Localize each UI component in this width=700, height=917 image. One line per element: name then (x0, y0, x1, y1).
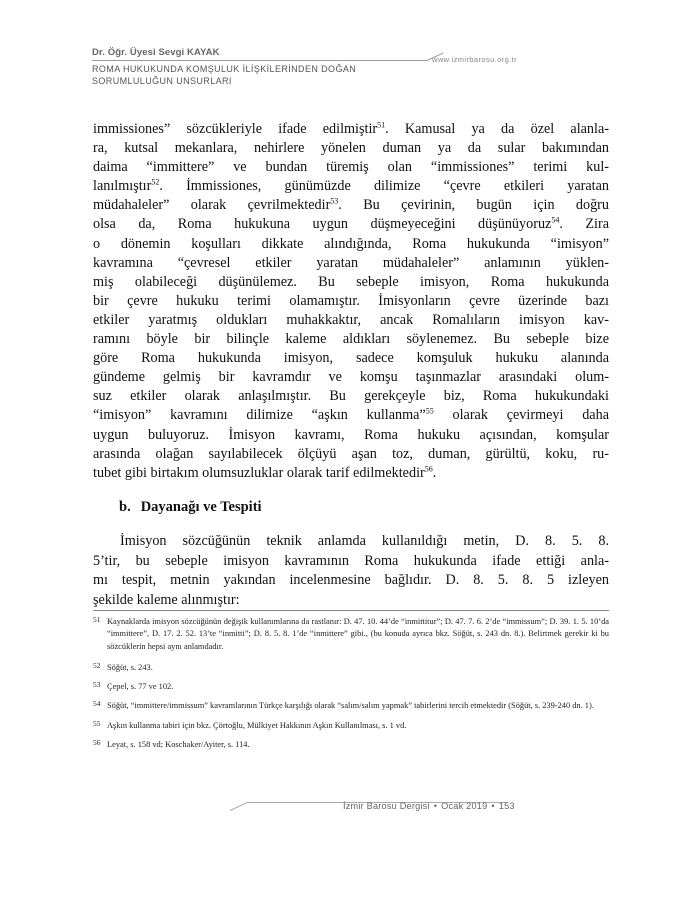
paragraph-line (93, 215, 609, 234)
footer-separator: • (491, 801, 495, 811)
footnote-item (93, 616, 609, 653)
line-text: göre Roma hukukunda imisyon, sadece komşuluk hukuku alanında (93, 350, 609, 367)
paragraph-line (93, 426, 609, 445)
line-text: . (432, 464, 437, 481)
header-website: www.izmirbarosu.org.tr (432, 55, 518, 64)
paragraph-line: İmisyon sözcüğünün teknik anlamda kullanıldığı metin, D. 8. 5. 8. (120, 533, 609, 549)
line-text: etkiler yaratmış oldukları muhakkaktır, ancak Romalıların imisyon kav- (93, 311, 609, 328)
footnote-item (93, 739, 609, 751)
line-text: tubet gibi birtakım olumsuzluklar olarak tarif edilmektedir (93, 464, 425, 481)
footnote-text: Söğüt, s. 243. (107, 662, 153, 672)
page-footer (343, 801, 515, 811)
line-text: . Bu çevirinin, bugün için doğru (338, 197, 609, 214)
footnote-number: 52 (93, 660, 101, 670)
footnote-text: Aşkın kullanma tabiri için bkz. Çörtoğlu, Mülkiyet Hakkının Aşkın Kullanılması, s. 1 vd. (107, 720, 407, 730)
paragraph-line (93, 158, 609, 177)
paragraph-line (93, 445, 609, 464)
footnote-reference[interactable]: 54 (551, 215, 560, 225)
line-text: o dönemin koşulları dikkate alındığında, Roma hukukunda “imisyon” (93, 235, 609, 252)
paragraph-line: 5’tir, bu sebeple imisyon kavramının Roma hukukunda ifade ettiği anla- (93, 552, 609, 569)
paragraph-line (93, 349, 609, 368)
footnote-text: Söğüt, “immittere/immissum” kavramlarının Türkçe karşılığı olarak “salım/salım yapmak” tabirlerini tercih etmektedir (Söğüt, s. 239-240 dn. 1). (107, 701, 594, 711)
line-text: olarak çevirmeyi daha (433, 407, 609, 424)
paragraph-line: mı tespit, metnin yakından incelenmesine bağlıdır. D. 8. 5. 8. 5 izleyen (93, 572, 609, 588)
line-text: gündeme gelmiş bir kavramdır ve komşu taşınmazlar arasındaki olum- (93, 369, 609, 386)
footnote-reference[interactable]: 51 (377, 120, 386, 130)
footnote-number: 55 (93, 718, 101, 728)
line-text: . Zira (559, 216, 609, 233)
footnote-reference[interactable]: 53 (330, 196, 339, 206)
line-text: bir çevre hukuku terimi olamamıştır. İmisyonların çevre üzerinde bazı (93, 292, 609, 309)
paragraph-line (93, 387, 609, 406)
line-text: lanılmıştır (93, 178, 152, 195)
footnote-number: 54 (93, 699, 101, 709)
paragraph-line (93, 235, 609, 254)
footnote-reference[interactable]: 52 (151, 177, 160, 187)
footer-date: Ocak 2019 (441, 801, 488, 811)
paragraph-line (93, 311, 609, 330)
header-title-line-1: ROMA HUKUKUNDA KOMŞULUK İLİŞKİLERİNDEN DOĞAN (92, 64, 357, 74)
line-text: daima “immittere” ve bundan türemiş olan “immissiones” terimi kul- (93, 159, 609, 176)
line-text: “imisyon” kavramını dilimize “aşkın kullanma” (93, 407, 426, 424)
footnote-reference[interactable]: 56 (424, 463, 433, 473)
paragraph-line (93, 292, 609, 311)
line-text: miş olabileceği düşünülemez. Bu sebeple imisyon, Roma hukukunda (93, 273, 609, 290)
page-number: 153 (498, 801, 515, 811)
footnote-text: Leyat, s. 158 vd; Koschaker/Ayiter, s. 114. (107, 740, 250, 750)
footnote-number: 51 (93, 615, 101, 624)
section-number: b. (119, 499, 131, 515)
paragraph-line (93, 464, 609, 483)
footnote-separator (93, 610, 609, 611)
line-text: arasında olağan sayılabilecek ölçüyü aşan toz, duman, gürültü, koku, ru- (93, 445, 609, 462)
header-rule (92, 60, 427, 61)
footnote-number: 56 (93, 738, 101, 748)
paragraph-line (93, 330, 609, 349)
line-text: ramını böyle bir bilinçle kaleme aldıkları söylenemez. Bu sebeple bize (93, 331, 609, 348)
footer-journal: İzmir Barosu Dergisi (343, 801, 430, 811)
paragraph-line (93, 273, 609, 292)
footnote-text: Çepel, s. 77 ve 102. (107, 682, 174, 692)
footnote-reference[interactable]: 55 (425, 406, 434, 416)
line-text: uygun buluyoruz. İmisyon kavramı, Roma hukuku açısından, komşular (93, 426, 609, 443)
line-text: . Kamusal ya da özel alanla- (385, 121, 609, 137)
header-title-line-2: SORUMLULUĞUN UNSURLARI (92, 76, 232, 86)
header-title (92, 63, 402, 87)
paragraph-line (93, 406, 609, 425)
footnote-item (93, 720, 609, 732)
body-paragraph-1 (93, 120, 609, 483)
footnote-text: Kaynaklarda imisyon sözcüğünün değişik kullanımlarına da rastlanır: D. 47. 10. 44’de “inmittitur”; D. 47. 7. 6. 2’de “immissum”; D. 39. 1. 5. 10’da “immittere”, D. 17. 2. 52. 13’te “inmitti”; D. 8. 5. 8. 1’de “inmittere” gibi., (bu konuda ayrıca bkz. Söğüt, s. 243 dn. 8.). Belirtmek gerekir ki bu sözcüklerin hepsi aynı anlamdadır. (107, 617, 609, 651)
line-text: suz etkiler olarak anlaşılmıştır. Bu gerekçeyle biz, Roma hukukundaki (93, 388, 609, 405)
footer-rule-start (230, 802, 249, 811)
footer-separator: • (433, 801, 438, 811)
line-text: immissiones” sözcükleriyle ifade edilmiştir (93, 121, 378, 137)
paragraph-line (93, 196, 609, 215)
paragraph-line (93, 368, 609, 387)
paragraph-line (93, 254, 609, 273)
section-title: Dayanağı ve Tespiti (140, 499, 262, 515)
paragraph-line: şekilde kaleme alınmıştır: (93, 591, 240, 608)
paragraph-line (93, 139, 609, 158)
line-text: olsa da, Roma hukukuna uygun düşmeyeceğini düşünüyoruz (93, 216, 552, 233)
footnote-number: 53 (93, 680, 101, 690)
paragraph-line (93, 120, 609, 139)
footnote-item (93, 700, 609, 712)
paragraph-line (93, 177, 609, 196)
line-text: müdahaleler” olarak çevrilmektedir (93, 197, 331, 214)
footnote-item (93, 662, 609, 674)
line-text: . İmmissiones, günümüzde dilimize “çevre etkileri yaratan (159, 178, 609, 195)
footnotes (93, 616, 609, 751)
section-heading (119, 499, 262, 516)
body-paragraph-2 (93, 532, 609, 610)
footnote-item (93, 681, 609, 693)
line-text: kavramına “çevresel etkiler yaratan müdahaleler” anlamının yüklen- (93, 254, 609, 271)
header-author: Dr. Öğr. Üyesi Sevgi KAYAK (92, 47, 220, 58)
line-text: ra, kutsal mekanlara, nehirlere yönelen duman ya da sular bakımından (93, 140, 609, 157)
